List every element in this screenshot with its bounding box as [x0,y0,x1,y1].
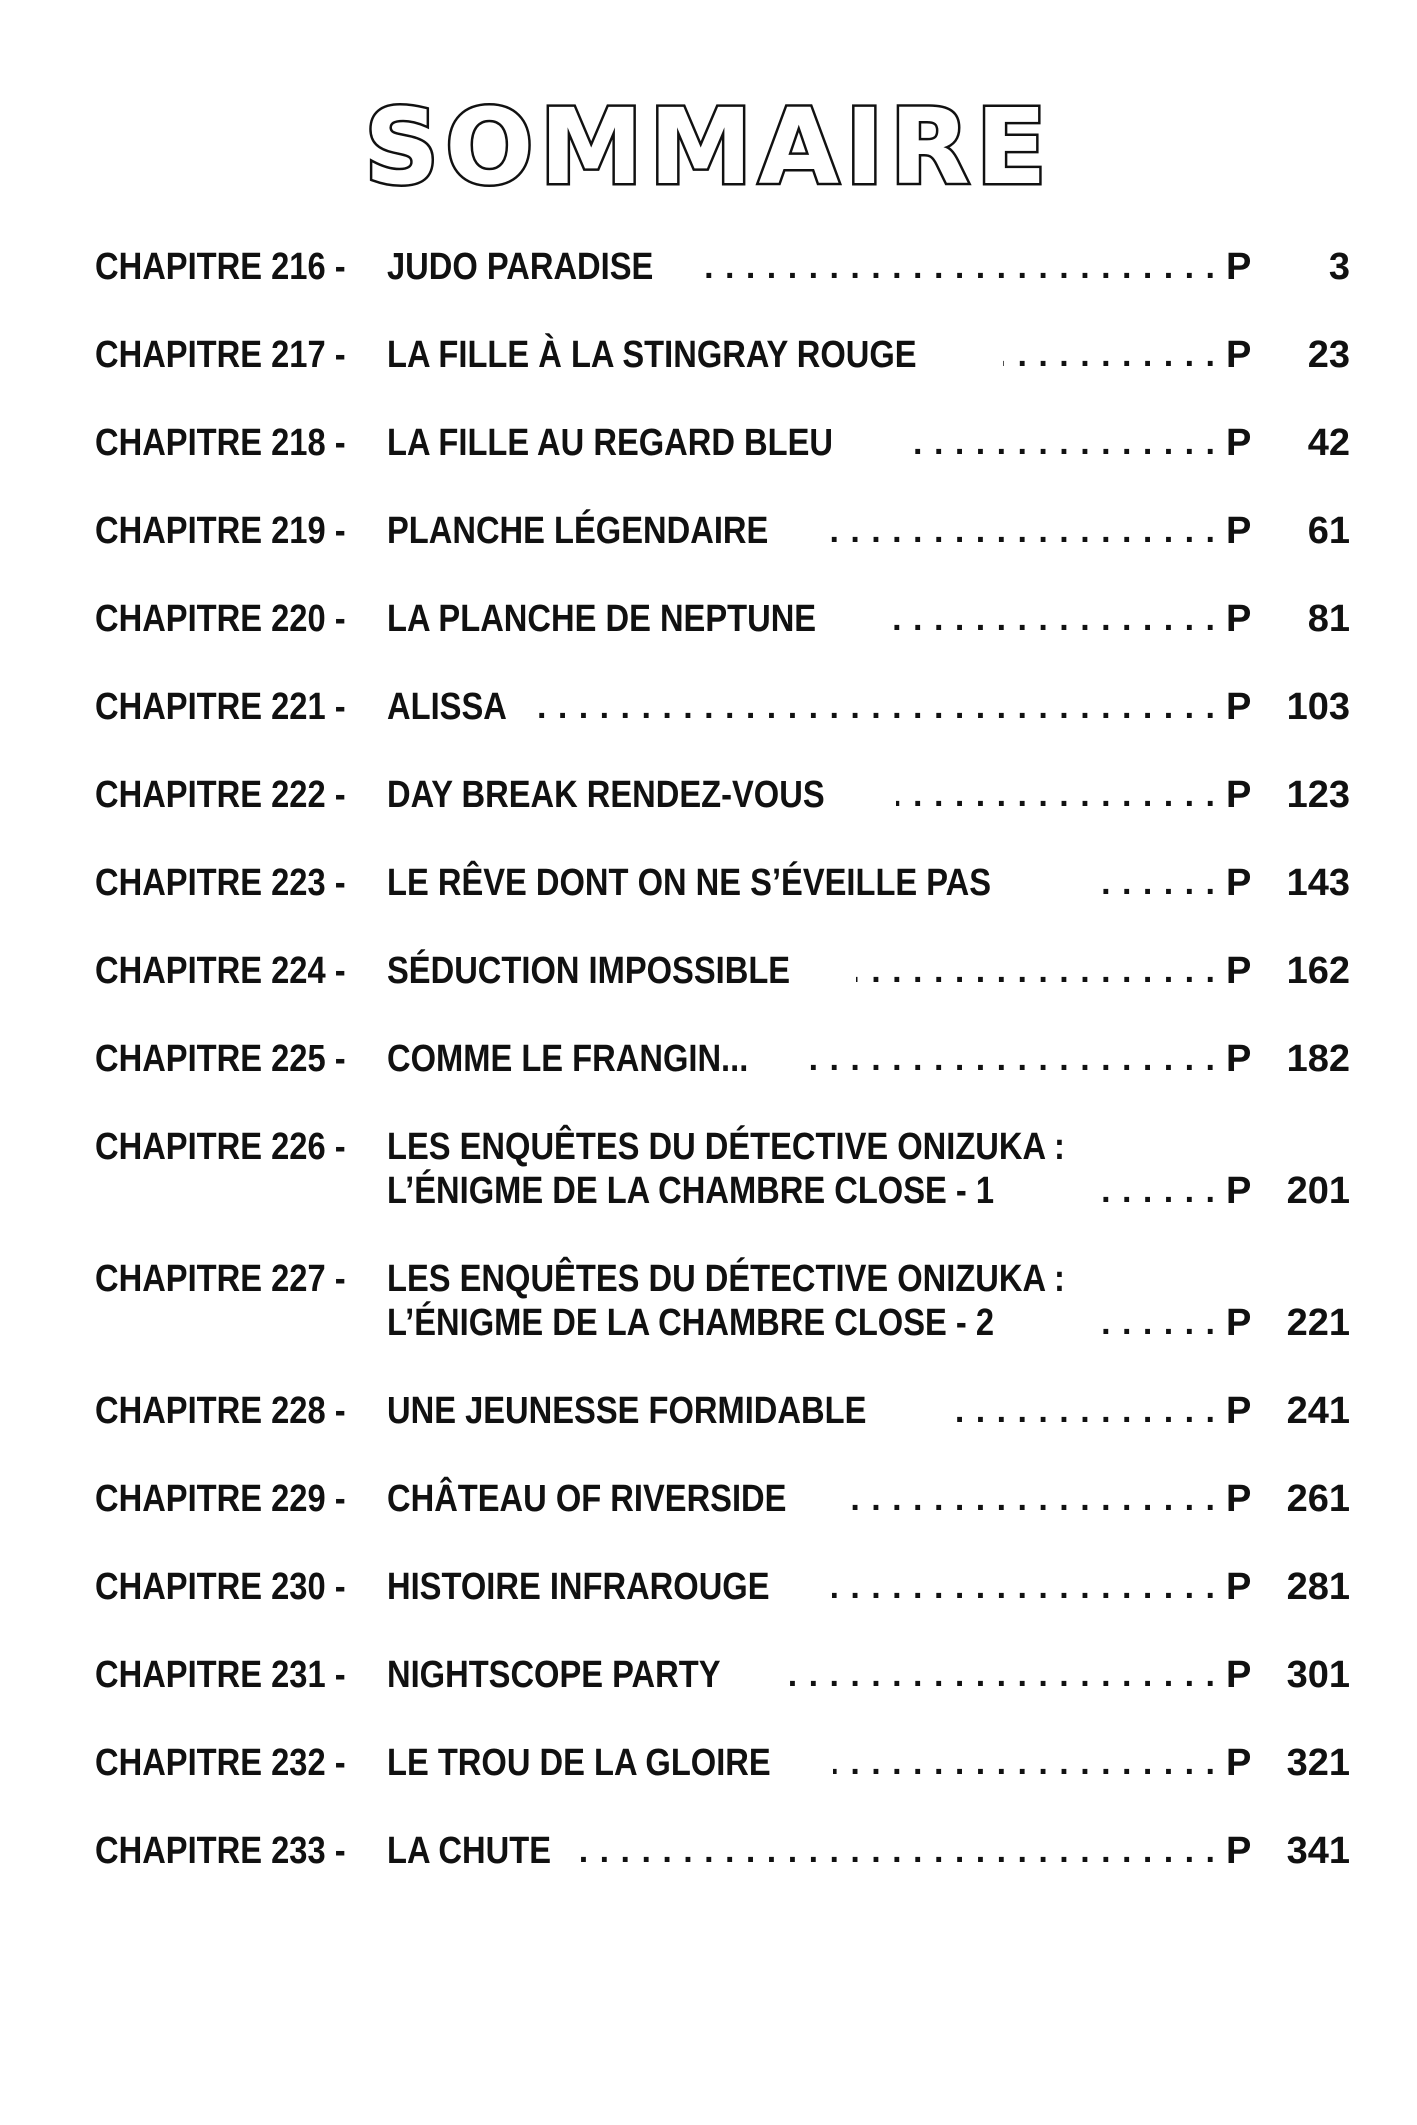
page-number: 201 [1286,1170,1350,1212]
chapter-title: LA FILLE À LA STINGRAY ROUGE [387,334,917,376]
dot-leader [896,773,1216,817]
chapter-title: PLANCHE LÉGENDAIRE [387,510,769,552]
dot-leader [697,245,1216,289]
page-number: 143 [1286,862,1350,904]
chapter-number: CHAPITRE 232 - [95,1742,346,1784]
page-number: 103 [1286,686,1350,728]
chapter-number: CHAPITRE 224 - [95,950,346,992]
chapter-title: LE RÊVE DONT ON NE S’ÉVEILLE PAS [387,862,992,904]
toc-entry[interactable] [95,509,1350,553]
dot-leader [944,1389,1216,1433]
toc-entry[interactable] [95,245,1350,289]
toc-entry[interactable] [95,773,1350,817]
toc-entry[interactable] [95,1389,1350,1433]
toc-entry[interactable] [95,333,1350,377]
page-number: 341 [1286,1830,1350,1872]
chapter-number: CHAPITRE 230 - [95,1566,346,1608]
dot-leader [830,509,1216,553]
page-prefix: P [1226,422,1252,464]
page-prefix: P [1226,1170,1252,1212]
toc-entry[interactable] [95,1741,1350,1785]
chapter-number: CHAPITRE 217 - [95,334,346,376]
page-prefix: P [1226,1478,1252,1520]
page-prefix: P [1226,1654,1252,1696]
dot-leader [886,597,1216,641]
chapter-number: CHAPITRE 231 - [95,1654,346,1696]
page-prefix: P [1226,334,1252,376]
page-prefix: P [1226,774,1252,816]
page-number: 221 [1286,1302,1350,1344]
toc-entry[interactable] [95,861,1350,905]
page-number: 241 [1286,1390,1350,1432]
chapter-title: LES ENQUÊTES DU DÉTECTIVE ONIZUKA : [387,1126,1065,1168]
toc-entry[interactable] [95,421,1350,465]
chapter-title: COMME LE FRANGIN... [387,1038,749,1080]
page-prefix: P [1226,598,1252,640]
page-number: 3 [1328,246,1350,288]
dot-leader [578,1829,1216,1873]
chapter-title: HISTOIRE INFRAROUGE [387,1566,770,1608]
page-prefix: P [1226,246,1252,288]
dot-leader [807,1037,1216,1081]
chapter-title: LE TROU DE LA GLOIRE [387,1742,771,1784]
chapter-title: LA PLANCHE DE NEPTUNE [387,598,817,640]
dot-leader [1093,1169,1216,1213]
chapter-number: CHAPITRE 222 - [95,774,346,816]
chapter-number: CHAPITRE 227 - [95,1258,346,1300]
chapter-subtitle: L’ÉNIGME DE LA CHAMBRE CLOSE - 1 [387,1170,995,1212]
chapter-number: CHAPITRE 228 - [95,1390,346,1432]
chapter-number: CHAPITRE 220 - [95,598,346,640]
page-number: 81 [1307,598,1350,640]
page-prefix: P [1226,1830,1252,1872]
page-number: 123 [1286,774,1350,816]
chapter-number: CHAPITRE 226 - [95,1126,346,1168]
chapter-number: CHAPITRE 223 - [95,862,346,904]
dot-leader [526,685,1216,729]
page-number: 23 [1307,334,1350,376]
page-prefix: P [1226,862,1252,904]
dot-leader [1003,333,1216,377]
chapter-title: JUDO PARADISE [387,246,654,288]
chapter-number: CHAPITRE 229 - [95,1478,346,1520]
page-number: 61 [1307,510,1350,552]
page-number: 321 [1286,1742,1350,1784]
dot-leader [906,421,1216,465]
page-prefix: P [1226,1742,1252,1784]
page-number: 261 [1286,1478,1350,1520]
chapter-title: LA FILLE AU REGARD BLEU [387,422,834,464]
toc-entry[interactable] [95,597,1350,641]
dot-leader [775,1653,1216,1697]
chapter-number: CHAPITRE 218 - [95,422,346,464]
page-prefix: P [1226,1566,1252,1608]
toc-entry[interactable] [95,1257,1350,1345]
chapter-title: UNE JEUNESSE FORMIDABLE [387,1390,867,1432]
toc-entry[interactable] [95,1477,1350,1521]
dot-leader [833,1741,1216,1785]
toc-entry[interactable] [95,1653,1350,1697]
chapter-number: CHAPITRE 221 - [95,686,346,728]
page-prefix: P [1226,1038,1252,1080]
chapter-number: CHAPITRE 233 - [95,1830,346,1872]
dot-leader [856,949,1216,993]
dot-leader [832,1565,1216,1609]
page-number: 301 [1286,1654,1350,1696]
chapter-subtitle: L’ÉNIGME DE LA CHAMBRE CLOSE - 2 [387,1302,995,1344]
toc-entry[interactable] [95,949,1350,993]
page-prefix: P [1226,950,1252,992]
dot-leader [851,1477,1216,1521]
page-prefix: P [1226,686,1252,728]
toc-entry[interactable] [95,1829,1350,1873]
page-prefix: P [1226,1390,1252,1432]
chapter-title: LA CHUTE [387,1830,551,1872]
page-number: 162 [1286,950,1350,992]
toc-entry[interactable] [95,1565,1350,1609]
page-number: 42 [1307,422,1350,464]
toc-entry[interactable] [95,685,1350,729]
toc-list [95,245,1350,1917]
chapter-title: LES ENQUÊTES DU DÉTECTIVE ONIZUKA : [387,1258,1065,1300]
chapter-title: SÉDUCTION IMPOSSIBLE [387,950,791,992]
toc-entry[interactable] [95,1125,1350,1213]
toc-entry[interactable] [95,1037,1350,1081]
page-prefix: P [1226,510,1252,552]
page-number: 182 [1286,1038,1350,1080]
dot-leader [1089,861,1216,905]
page-number: 281 [1286,1566,1350,1608]
chapter-title: ALISSA [387,686,507,728]
page-prefix: P [1226,1302,1252,1344]
dot-leader [1093,1301,1216,1345]
chapter-title: NIGHTSCOPE PARTY [387,1654,721,1696]
chapter-number: CHAPITRE 216 - [95,246,346,288]
chapter-title: CHÂTEAU OF RIVERSIDE [387,1478,787,1520]
page-title: SOMMAIRE [364,86,1053,208]
chapter-number: CHAPITRE 225 - [95,1038,346,1080]
chapter-title: DAY BREAK RENDEZ-VOUS [387,774,825,816]
chapter-number: CHAPITRE 219 - [95,510,346,552]
